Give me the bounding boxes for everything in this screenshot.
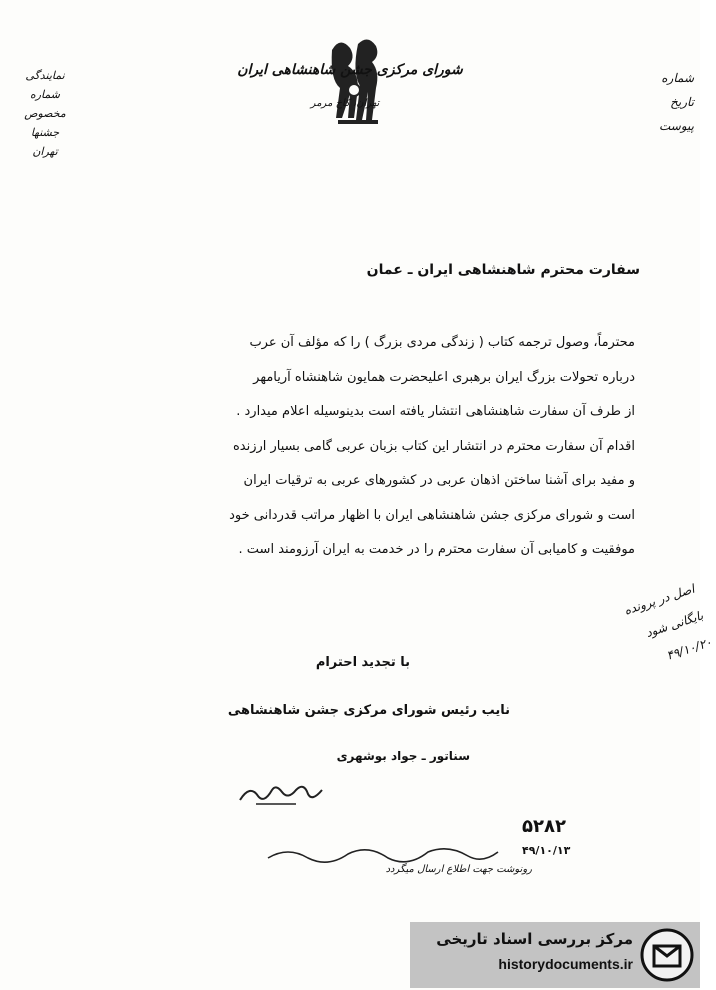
organization-subtitle: تهران، کاخ مرمر — [310, 98, 380, 109]
header-date-label: تاریخ — [670, 95, 694, 109]
letter-body — [75, 326, 635, 568]
signer-title: نایب رئیس شورای مرکزی جشن شاهنشاهی — [227, 703, 510, 718]
body-line: و مفید برای آشنا ساختن اذهان عربی در کشورهای عربی به ترقیات ایران — [243, 473, 635, 488]
body-line: است و شورای مرکزی جشن شاهنشاهی ایران با اظهار مراتب قدردانی خود — [229, 507, 635, 523]
registration-date: ۴۹/۱۰/۱۳ — [522, 844, 571, 857]
header-attachment-label: پیوست — [659, 119, 694, 133]
watermark-name: مرکز بررسی اسناد تاریخی — [436, 930, 633, 948]
handwritten-line: اصل در پرونده — [622, 581, 697, 618]
watermark-banner[interactable] — [410, 922, 700, 988]
signer-name: سناتور ـ جواد بوشهری — [336, 749, 470, 763]
header-left-block — [10, 66, 80, 161]
organization-name: شورای مرکزی جشن شاهنشاهی ایران — [237, 62, 463, 78]
lion-and-sun-emblem-icon — [318, 30, 388, 140]
handwritten-note — [490, 575, 716, 720]
header-left-line: مخصوص جشنها — [24, 107, 66, 139]
registration-number: ۵۲۸۲ — [522, 816, 566, 837]
handwritten-line: ۴۹/۱۰/۲۰ — [664, 635, 714, 663]
bottom-note-text: رونوشت جهت اطلاع ارسال میگردد — [385, 864, 532, 875]
body-line: اقدام آن سفارت محترم در انتشار این کتاب بزبان عربی گامی بسیار ارزنده — [232, 438, 635, 454]
header-number-label: شماره — [661, 71, 694, 85]
header-left-line: تهران — [32, 145, 58, 158]
body-line: درباره تحولات بزرگ ایران برهبری اعلیحضرت همایون شاهنشاه آریامهر — [253, 369, 635, 385]
body-line: از طرف آن سفارت شاهنشاهی انتشار یافته است بدینوسیله اعلام میدارد . — [236, 404, 635, 419]
body-line: محترماً، وصول ترجمه کتاب ( زندگی مردی بزرگ ) را که مؤلف آن عرب — [249, 335, 635, 350]
header-left-line: نمایندگی شماره — [25, 69, 65, 101]
bottom-note-scribble — [262, 842, 532, 866]
addressee: سفارت محترم شاهنشاهی ایران ـ عمان — [366, 262, 640, 278]
header-right-block — [654, 66, 694, 138]
watermark-url[interactable]: historydocuments.ir — [498, 956, 633, 972]
handwritten-line: بایگانی شود — [644, 608, 705, 641]
bottom-handwritten-note — [262, 842, 532, 892]
closing-phrase: با تجدید احترام — [315, 655, 410, 670]
signature-scribble — [236, 778, 326, 808]
document-center-logo-icon — [640, 928, 694, 982]
body-line: موفقیت و کامیابی آن سفارت محترم را در خدمت به ایران آرزومند است . — [238, 542, 635, 557]
